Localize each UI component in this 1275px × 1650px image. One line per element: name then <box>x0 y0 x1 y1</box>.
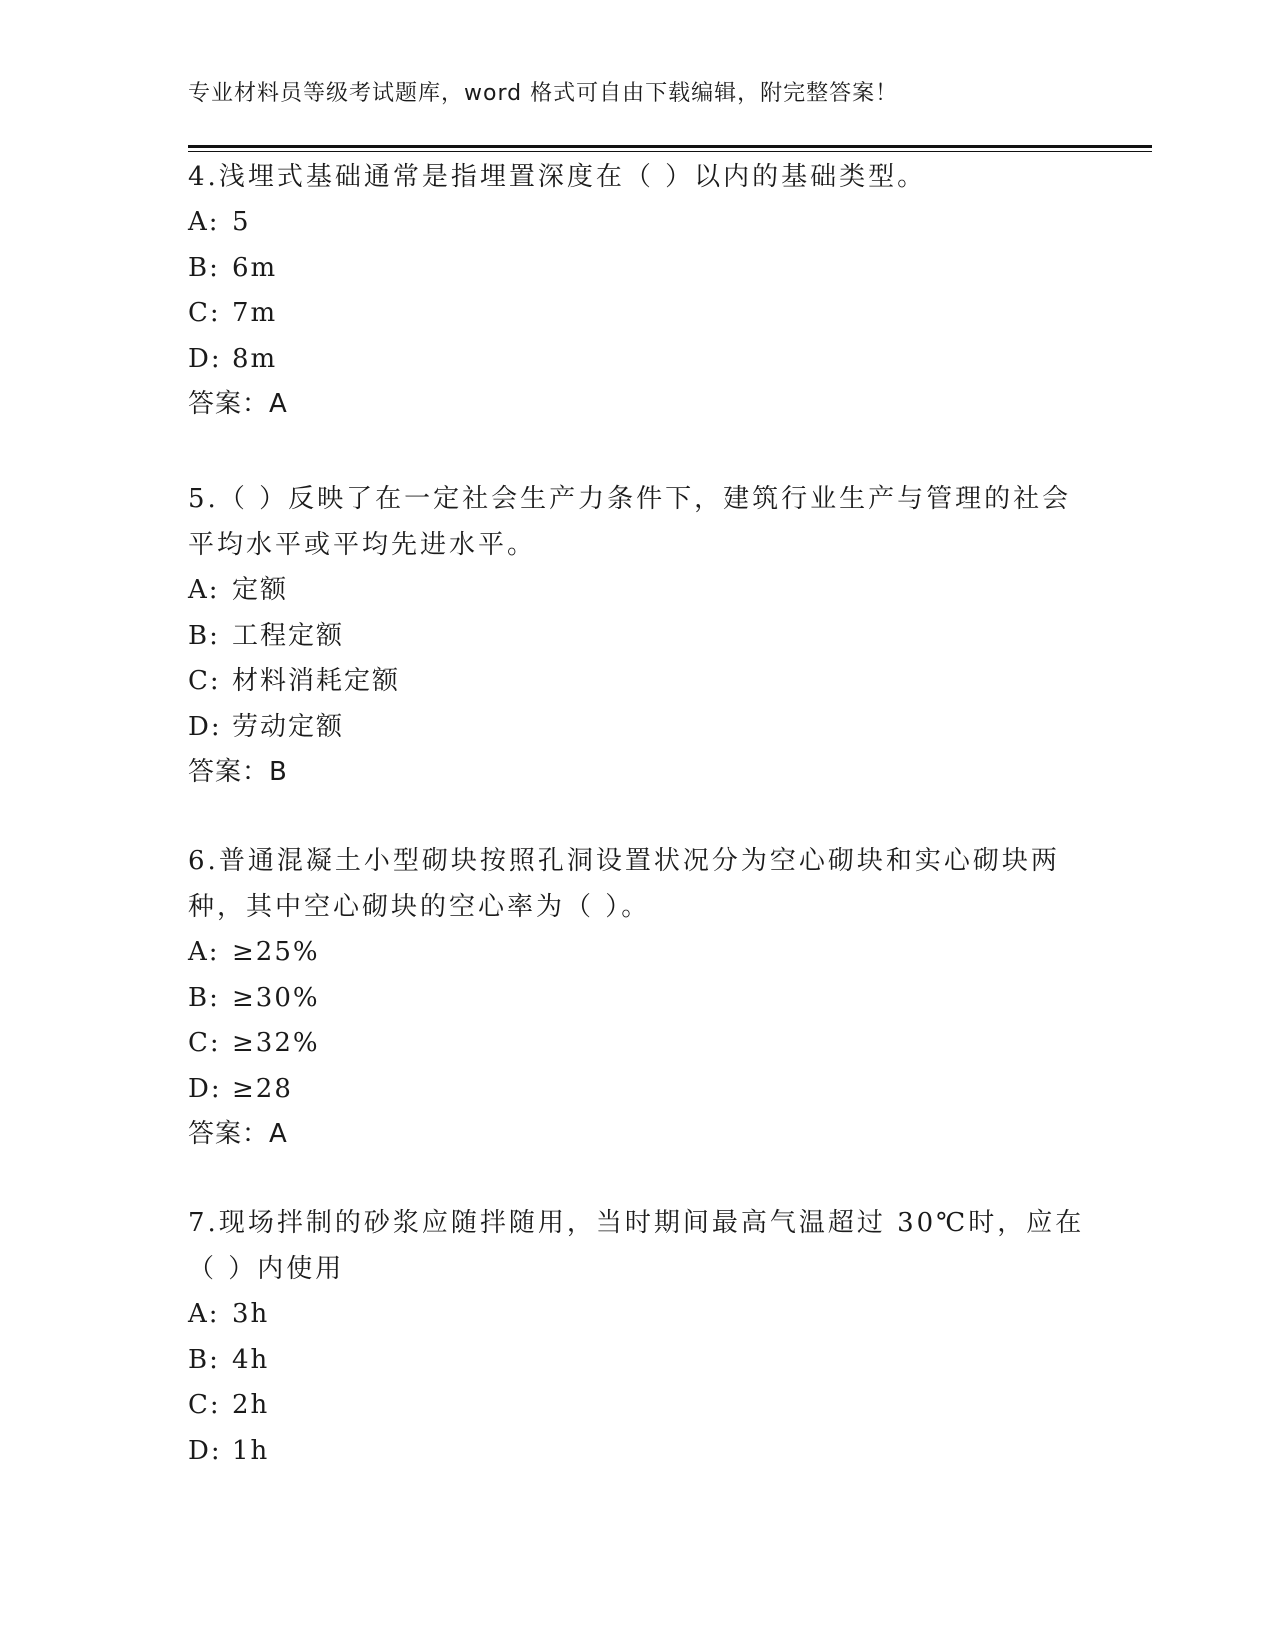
answer: 答案：A <box>188 389 288 419</box>
option-d <box>188 337 1088 383</box>
option-a <box>188 930 1088 976</box>
option-text: 2h <box>232 1390 270 1420</box>
option-letter: D: <box>188 1435 222 1466</box>
option-text: 材料消耗定额 <box>232 666 401 696</box>
option-letter: A: <box>188 207 220 237</box>
option-d <box>188 705 1088 751</box>
question-number: 7. <box>188 1208 219 1238</box>
option-a <box>188 568 1088 614</box>
option-text: 劳动定额 <box>232 711 345 742</box>
option-text: 6m <box>232 252 278 283</box>
question-text <box>188 1200 1088 1292</box>
option-text: 5 <box>232 207 251 237</box>
question-line: 普通混凝土小型砌块按照孔洞设置状况分为空心砌块和实心砌块两 <box>218 846 1060 876</box>
option-b <box>188 614 1088 660</box>
option-text: ≥25% <box>232 937 320 967</box>
option-text: ≥28 <box>232 1073 293 1104</box>
option-letter: A: <box>188 937 220 967</box>
option-letter: D: <box>188 343 222 374</box>
question-line: 平均水平或平均先进水平。 <box>188 530 537 560</box>
option-text: 8m <box>232 343 278 374</box>
question-text <box>188 476 1088 568</box>
question-line: （ ）内使用 <box>188 1254 345 1284</box>
question-number: 5. <box>188 484 219 514</box>
question-line: 种，其中空心砌块的空心率为（ ）。 <box>188 892 651 922</box>
option-letter: A: <box>188 1299 220 1329</box>
question-text <box>188 154 1088 200</box>
question-line: （ ）反映了在一定社会生产力条件下，建筑行业生产与管理的社会 <box>218 484 1072 514</box>
header-divider-thin <box>188 151 1152 152</box>
option-a <box>188 200 1088 246</box>
option-text: 1h <box>232 1435 270 1466</box>
question-7 <box>188 1200 1088 1474</box>
option-letter: C: <box>188 298 221 328</box>
answer: 答案：B <box>188 757 288 787</box>
option-c <box>188 1383 1088 1429</box>
option-c <box>188 291 1088 337</box>
option-text: 工程定额 <box>232 620 345 651</box>
option-b <box>188 1338 1088 1384</box>
question-line: 现场拌制的砂浆应随拌随用，当时期间最高气温超过 30℃时，应在 <box>218 1208 1085 1238</box>
question-number: 4. <box>188 162 219 192</box>
option-d <box>188 1429 1088 1475</box>
option-text: 3h <box>232 1299 270 1329</box>
option-letter: D: <box>188 1073 222 1104</box>
answer: 答案：A <box>188 1119 288 1149</box>
option-a <box>188 1292 1088 1338</box>
header-divider-thick <box>188 145 1152 148</box>
option-c <box>188 659 1088 705</box>
option-text: ≥32% <box>232 1028 320 1058</box>
question-5 <box>188 476 1088 795</box>
option-text: 定额 <box>232 575 289 605</box>
option-letter: A: <box>188 575 220 605</box>
question-text <box>188 838 1088 930</box>
question-6 <box>188 838 1088 1157</box>
header-note: 专业材料员等级考试题库，word 格式可自由下载编辑，附完整答案！ <box>188 81 899 106</box>
option-letter: B: <box>188 982 220 1013</box>
option-letter: B: <box>188 252 220 283</box>
option-text: ≥30% <box>232 982 320 1013</box>
question-line: 浅埋式基础通常是指埋置深度在（ ）以内的基础类型。 <box>218 162 927 192</box>
option-letter: B: <box>188 1344 220 1375</box>
option-b <box>188 976 1088 1022</box>
option-letter: C: <box>188 1390 221 1420</box>
question-number: 6. <box>188 846 219 876</box>
option-b <box>188 246 1088 292</box>
option-letter: D: <box>188 711 222 742</box>
option-text: 7m <box>232 298 278 328</box>
option-letter: C: <box>188 666 221 696</box>
option-d <box>188 1067 1088 1113</box>
option-c <box>188 1021 1088 1067</box>
question-4 <box>188 154 1088 427</box>
option-letter: B: <box>188 620 220 651</box>
option-text: 4h <box>232 1344 270 1375</box>
option-letter: C: <box>188 1028 221 1058</box>
